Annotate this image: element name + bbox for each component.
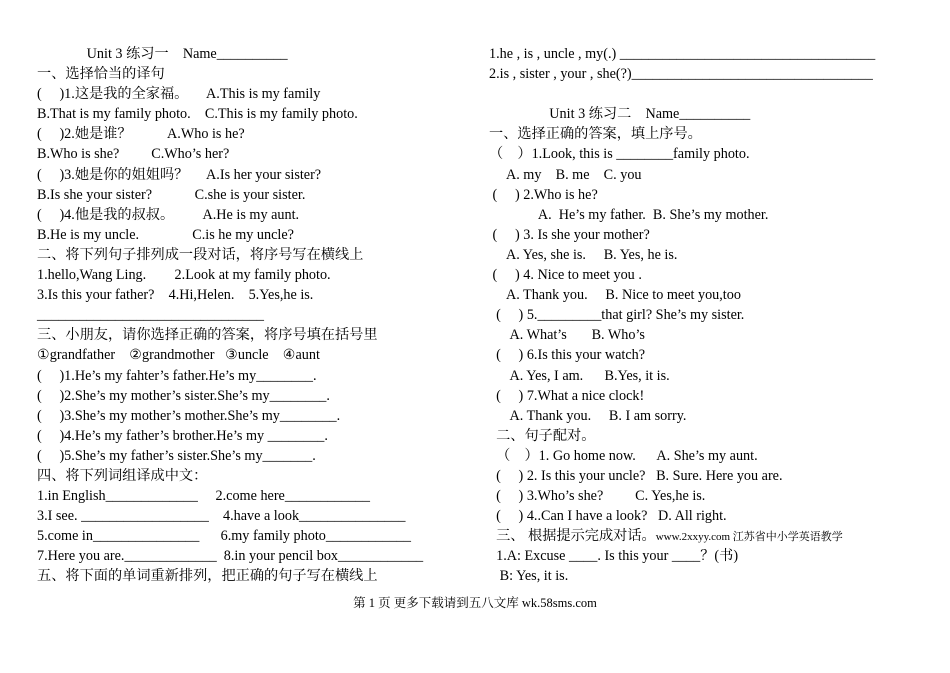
text-line: （ ）1. Go home now. A. She’s my aunt. <box>489 447 758 464</box>
text-line: ( )4.He’s my father’s brother.He’s my ________. <box>37 427 328 444</box>
text-line: Unit 3 练习二 Name__________ <box>489 106 751 123</box>
text-line: B.Is she your sister? C.she is your sister. <box>37 186 306 203</box>
text-line: A. He’s my father. B. She’s my mother. <box>489 206 769 223</box>
text-line: ( ) 6.Is this your watch? <box>489 347 646 364</box>
text-line: B.He is my uncle. C.is he my uncle? <box>37 226 294 243</box>
text-line: 二、将下列句子排列成一段对话，将序号写在横线上 <box>37 246 364 263</box>
text-line: B: Yes, it is. <box>489 568 569 585</box>
text-line: Unit 3 练习一 Name__________ <box>37 46 288 62</box>
text-line: ( ) 3. Is she your mother? <box>489 226 650 243</box>
text-line: 一、选择恰当的译句 <box>37 66 165 83</box>
text-line: ( ) 7.What a nice clock! <box>489 387 645 404</box>
left-column <box>37 44 477 587</box>
text-line: 1.A: Excuse ____. Is this your ____？(书) <box>489 548 739 565</box>
text-line: 四、将下列词组译成中文： <box>37 467 208 484</box>
text-line: ( )2.她是谁？ A.Who is he? <box>37 126 245 143</box>
text-line: ( )1.这是我的全家福。 A.This is my family <box>37 86 321 103</box>
text-line: ( ) 2. Is this your uncle? B. Sure. Here you are. <box>489 467 783 484</box>
text-line: ( )5.She’s my father’s sister.She’s my_______. <box>37 447 316 464</box>
text-line: ( )1.He’s my fahter’s father.He’s my________. <box>37 367 317 384</box>
text-line: ( )3.She’s my mother’s mother.She’s my________. <box>37 407 341 424</box>
text-line: 五、将下面的单词重新排列，把正确的句子写在横线上 <box>37 568 378 585</box>
text-line: 1.hello,Wang Ling. 2.Look at my family photo. <box>37 267 331 284</box>
text-line: A. Yes, she is. B. Yes, he is. <box>489 246 678 263</box>
text-line: A. Thank you. B. I am sorry. <box>489 407 687 424</box>
text-line: 二、句子配对。 <box>489 427 596 444</box>
text-line: B.Who is she? C.Who’s her? <box>37 146 230 163</box>
text-line: B.That is my family photo. C.This is my family photo. <box>37 106 358 123</box>
text-line <box>489 84 919 104</box>
text-line: ①grandfather ②grandmother ③uncle ④aunt <box>37 347 320 364</box>
text-line: ________________________________ <box>37 307 264 324</box>
text-line: ( ) 4. Nice to meet you . <box>489 267 642 284</box>
text-line: ( ) 5._________that girl? She’s my sister. <box>489 307 745 324</box>
text-line: 3.I see. __________________ 4.have a look_______________ <box>37 508 406 525</box>
text-line: 1.he , is , uncle , my(.) ____________________________________ <box>489 46 876 62</box>
text-line: ( )3.她是你的姐姐吗？ A.Is her your sister? <box>37 166 322 183</box>
text-line: 3.Is this your father? 4.Hi,Helen. 5.Yes,he is. <box>37 287 314 304</box>
text-line: 三、小朋友，请你选择正确的答案，将序号填在括号里 <box>37 327 378 344</box>
text-line: A. Yes, I am. B.Yes, it is. <box>489 367 670 384</box>
text-line: 三、 根据提示完成对话。www.2xxyy.com 江苏省中小学英语教学 <box>489 528 843 545</box>
text-line: ( ) 2.Who is he? <box>489 186 598 203</box>
text-line: ( )2.She’s my mother’s sister.She’s my________. <box>37 387 330 404</box>
right-column <box>489 44 919 587</box>
text-line: A. Thank you. B. Nice to meet you,too <box>489 287 741 304</box>
text-line: A. my B. me C. you <box>489 166 642 183</box>
text-line: ( ) 4..Can I have a look? D. All right. <box>489 508 727 525</box>
text-line: 5.come in_______________ 6.my family photo____________ <box>37 528 411 545</box>
text-line: A. What’s B. Who’s <box>489 327 645 344</box>
page-footer: 第 1 页 更多下载请到五八文库 wk.58sms.com <box>353 596 597 610</box>
text-line: ( )4.他是我的叔叔。 A.He is my aunt. <box>37 206 300 223</box>
text-line: ( ) 3.Who’s she? C. Yes,he is. <box>489 488 706 505</box>
text-line: 一、选择正确的答案，填上序号。 <box>489 126 702 143</box>
text-line: （ ）1.Look, this is ________family photo. <box>489 146 750 163</box>
text-line: 7.Here you are._____________ 8.in your pencil box____________ <box>37 548 424 565</box>
text-line: 2.is , sister , your , she(?)__________________________________ <box>489 66 873 83</box>
watermark-text: www.2xxyy.com 江苏省中小学英语教学 <box>655 531 843 544</box>
text-line: 1.in English_____________ 2.come here____________ <box>37 488 370 505</box>
